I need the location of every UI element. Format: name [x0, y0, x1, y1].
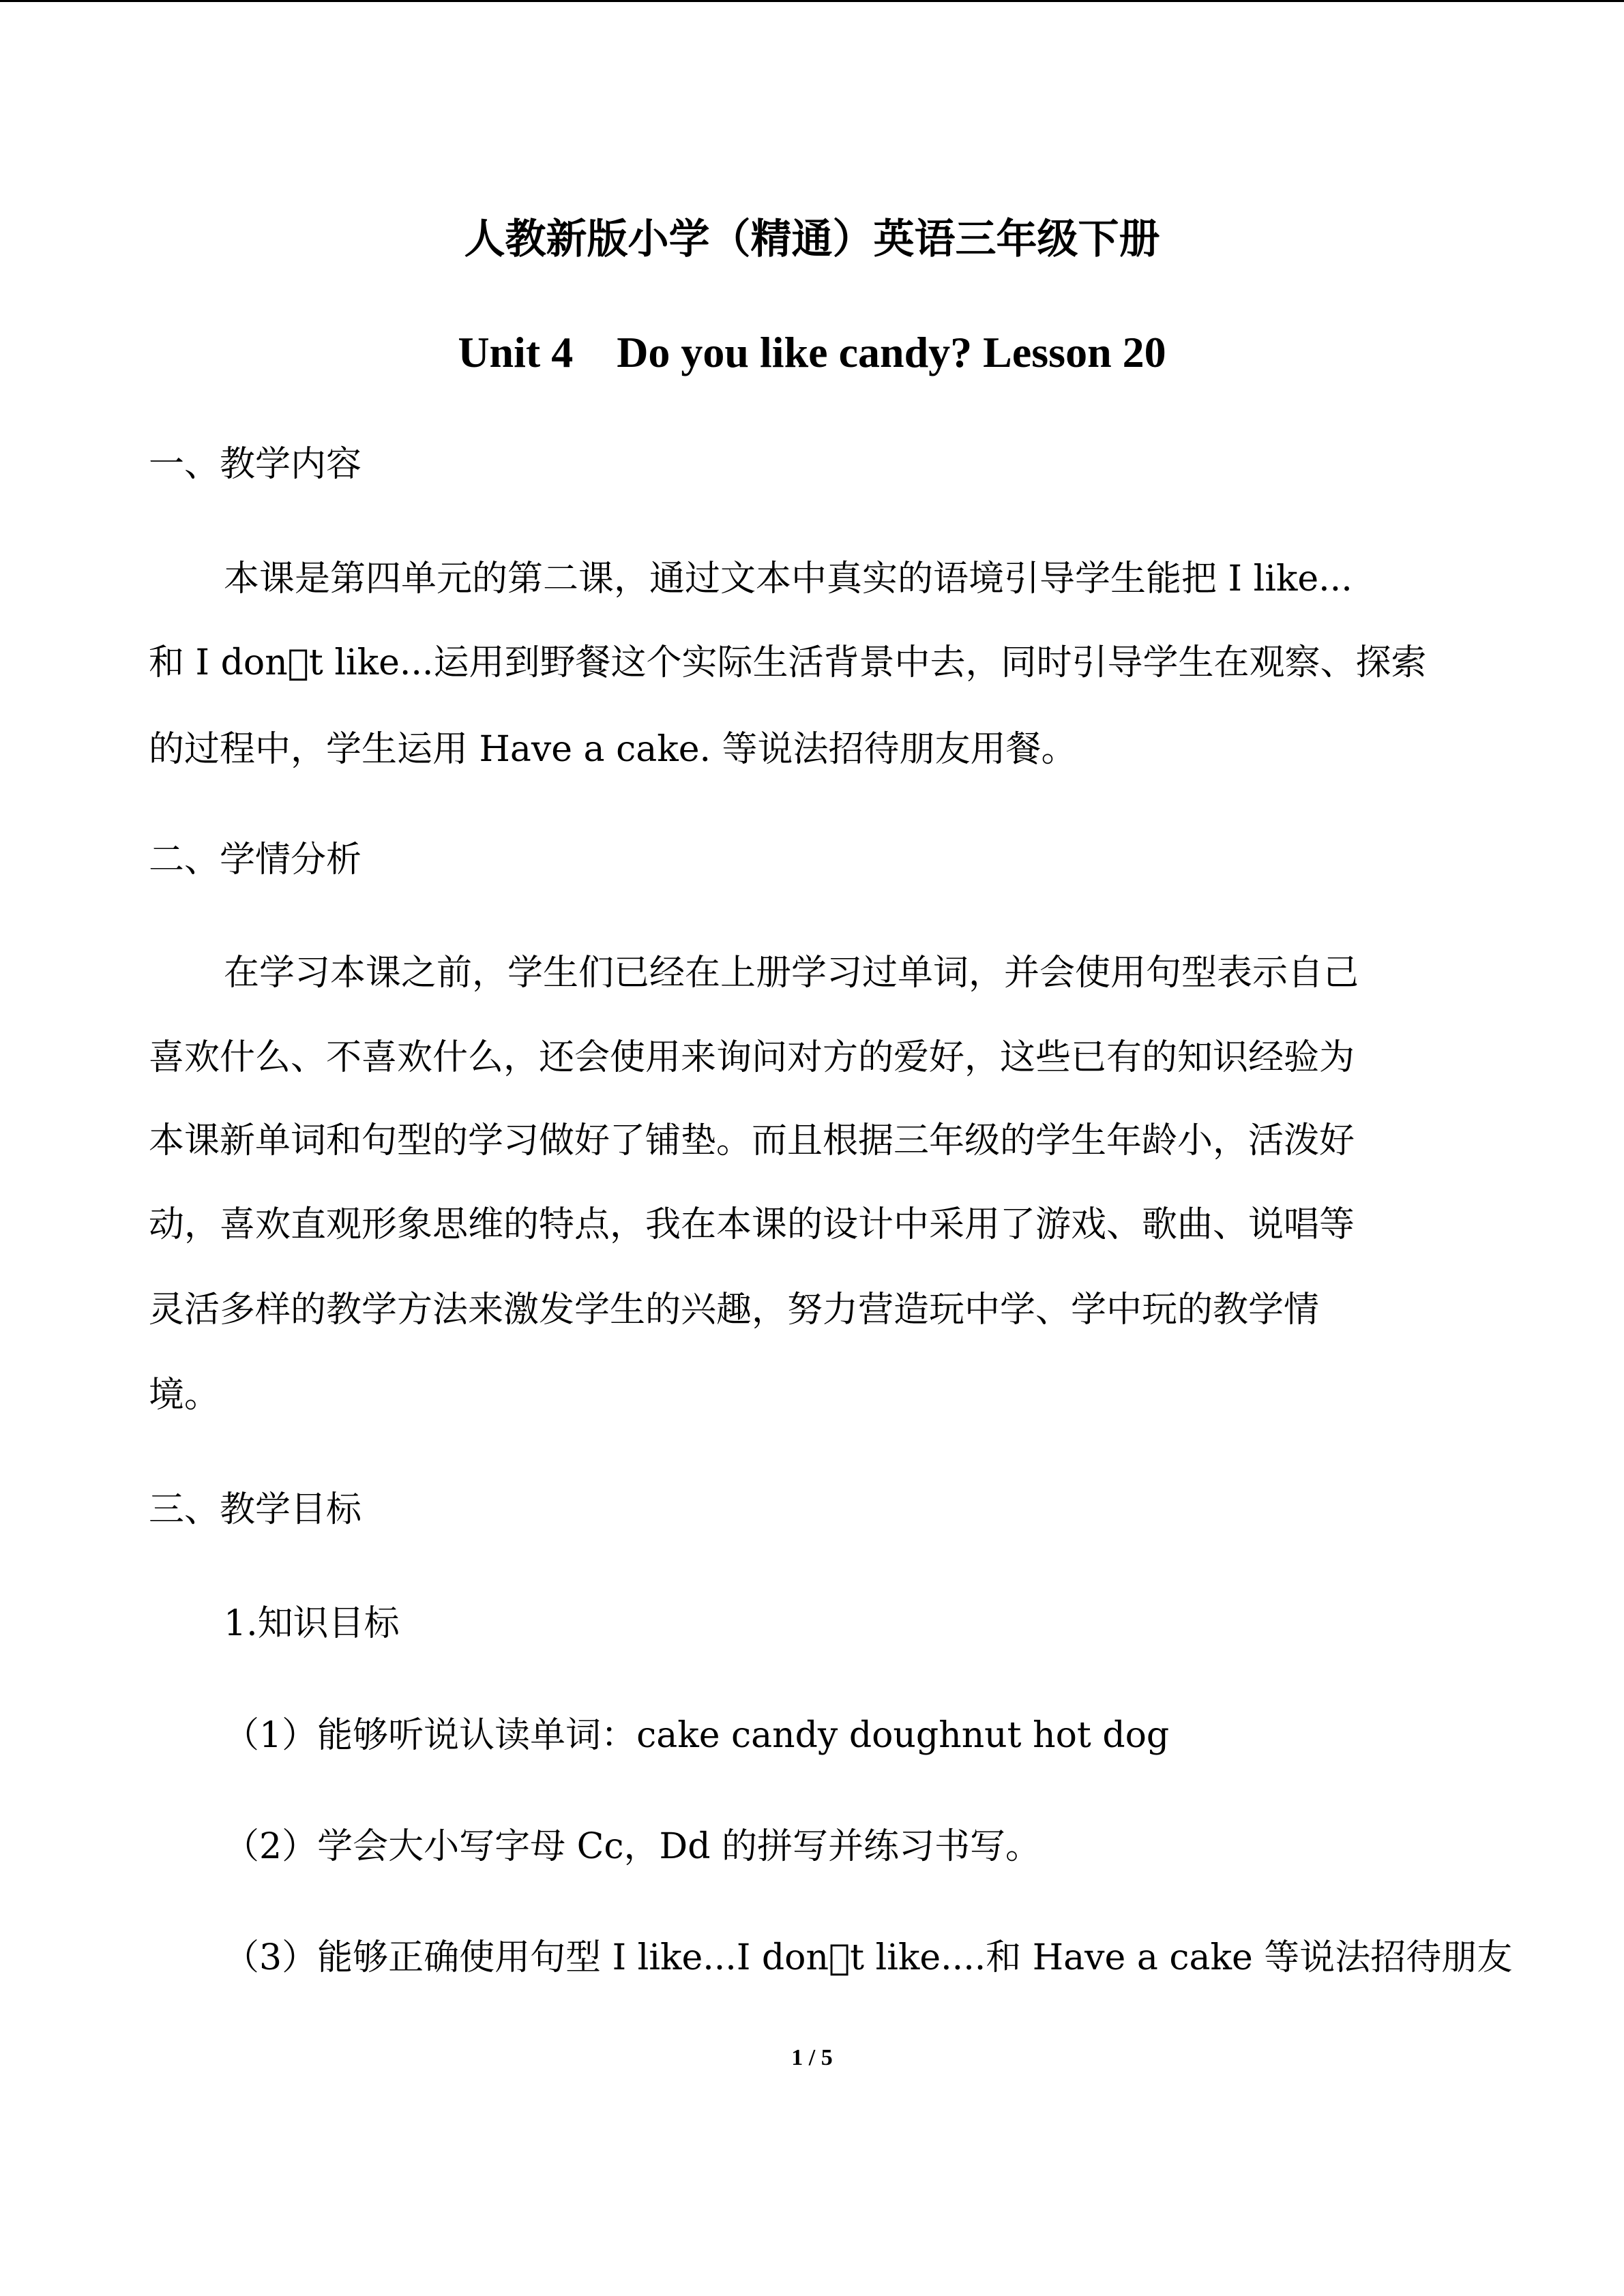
paragraph-line: 本课是第四单元的第二课，通过文本中真实的语境引导学生能把 I like... [224, 558, 1353, 599]
section-heading-teaching-content: 一、教学内容 [149, 444, 362, 485]
paragraph-line: 在学习本课之前，学生们已经在上册学习过单词，并会使用句型表示自己 [224, 953, 1359, 994]
subheading-knowledge-goals: 1.知识目标 [224, 1603, 400, 1644]
paragraph-line: 的过程中，学生运用 Have a cake. 等说法招待朋友用餐。 [149, 729, 1077, 770]
document-subtitle: Unit 4 Do you like candy? Lesson 20 [458, 328, 1166, 376]
list-item: （2）学会大小写字母 Cc，Dd 的拼写并练习书写。 [224, 1826, 1042, 1867]
list-item: （1）能够听说认读单词：cake candy doughnut hot dog [224, 1715, 1170, 1756]
page-number: 1 / 5 [791, 2045, 833, 2070]
paragraph-line: 灵活多样的教学方法来激发学生的兴趣，努力营造玩中学、学中玩的教学情 [149, 1289, 1320, 1330]
section-heading-learner-analysis: 二、学情分析 [149, 839, 362, 880]
top-border-line [0, 0, 1624, 2]
paragraph-line: 境。 [149, 1375, 220, 1416]
paragraph-line: 动，喜欢直观形象思维的特点，我在本课的设计中采用了游戏、歌曲、说唱等 [149, 1204, 1355, 1245]
list-item: （3）能够正确使用句型 I like...I don t like....和 Have a cake 等说法招待朋友 [224, 1937, 1513, 1978]
section-heading-teaching-goals: 三、教学目标 [149, 1489, 362, 1530]
paragraph-line: 和 I don t like...运用到野餐这个实际生活背景中去，同时引导学生在观察、探索 [149, 642, 1427, 683]
paragraph-line: 本课新单词和句型的学习做好了铺垫。而且根据三年级的学生年龄小，活泼好 [149, 1120, 1355, 1161]
paragraph-line: 喜欢什么、不喜欢什么，还会使用来询问对方的爱好，这些已有的知识经验为 [149, 1037, 1355, 1078]
document-title: 人教新版小学（精通）英语三年级下册 [464, 215, 1160, 263]
